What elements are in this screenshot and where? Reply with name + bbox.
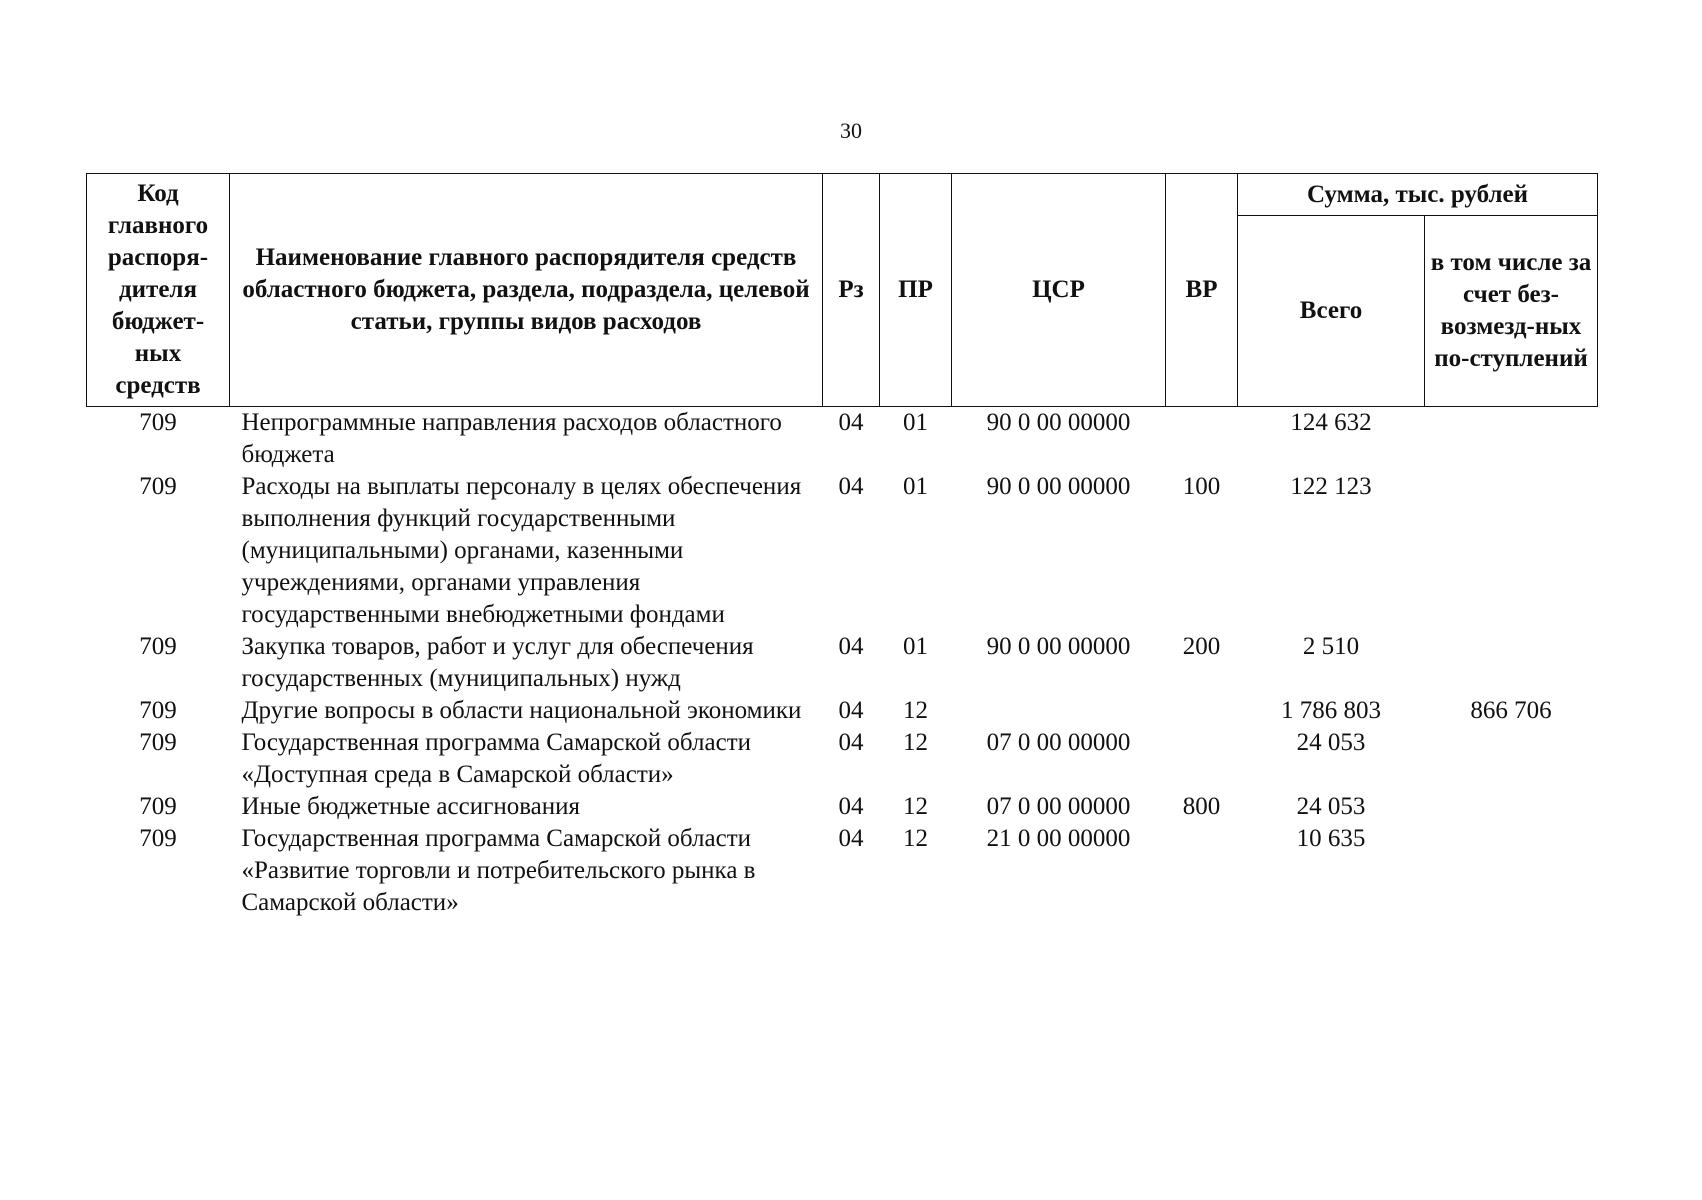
budget-table [86,173,1598,919]
cell-csr [952,695,1166,727]
cell-pr: 01 [903,633,928,660]
cell-name: Государственная программа Самарской области «Доступная среда в Самарской области» [241,729,751,788]
table-row [87,407,1598,472]
cell-code: 709 [139,697,177,724]
table-row [87,695,1598,727]
cell-rz: 04 [838,825,864,852]
cell-vr [1166,823,1238,919]
table-row [87,791,1598,823]
table-row [87,631,1598,695]
cell-code: 709 [139,793,177,820]
header-name: Наименование главного распорядителя средств областного бюджета, раздела, подраздела, целевой статьи, группы видов расходов [230,174,823,407]
cell-csr: 90 0 00 00000 [986,409,1131,436]
header-csr: ЦСР [952,174,1166,407]
cell-total: 24 053 [1296,729,1366,756]
table-body [87,407,1598,920]
header-pr: ПР [880,174,952,407]
cell-total: 1 786 803 [1281,697,1381,724]
header-sum: Сумма, тыс. рублей [1238,174,1598,216]
cell-incl [1425,791,1598,823]
cell-rz: 04 [838,729,864,756]
cell-vr: 100 [1182,473,1221,500]
cell-total: 122 123 [1290,473,1372,500]
header-incl: в том числе за счет без-возмезд-ных по-ступлений [1425,216,1598,407]
cell-rz: 04 [838,793,864,820]
cell-pr: 12 [903,697,928,724]
cell-vr [1166,407,1238,472]
cell-code: 709 [139,633,177,660]
cell-total: 124 632 [1290,409,1372,436]
cell-csr: 90 0 00 00000 [986,473,1131,500]
header-vr: ВР [1166,174,1238,407]
cell-code: 709 [139,473,177,500]
cell-name: Закупка товаров, работ и услуг для обеспечения государственных (муниципальных) нужд [241,633,754,692]
table-row [87,471,1598,631]
cell-csr: 07 0 00 00000 [986,729,1131,756]
cell-code: 709 [139,729,177,756]
header-code: Код главного распоря-дителя бюджет-ных средств [87,174,230,407]
cell-rz: 04 [838,409,864,436]
table-row [87,823,1598,919]
header-rz: Рз [823,174,880,407]
cell-rz: 04 [838,697,864,724]
cell-pr: 01 [903,473,928,500]
cell-incl: 866 706 [1470,697,1552,724]
cell-vr [1166,695,1238,727]
cell-vr: 200 [1182,633,1221,660]
cell-total: 10 635 [1296,825,1366,852]
cell-total: 24 053 [1296,793,1366,820]
cell-name: Непрограммные направления расходов областного бюджета [241,409,782,468]
cell-incl [1425,823,1598,919]
cell-pr: 12 [903,729,928,756]
cell-name: Расходы на выплаты персоналу в целях обеспечения выполнения функций государственными (муниципальными) органами, казенными учреждениями, органами управления государственными внебюджетными фондами [241,473,802,628]
cell-name: Иные бюджетные ассигнования [241,793,581,820]
cell-pr: 12 [903,793,928,820]
cell-csr: 21 0 00 00000 [986,825,1131,852]
cell-pr: 01 [903,409,928,436]
cell-pr: 12 [903,825,928,852]
cell-rz: 04 [838,473,864,500]
table-row [87,727,1598,791]
cell-name: Государственная программа Самарской области «Развитие торговли и потребительского рынка в Самарской области» [241,825,756,916]
cell-vr: 800 [1182,793,1221,820]
cell-incl [1425,407,1598,472]
header-total: Всего [1238,216,1425,407]
budget-table-container [86,173,1598,919]
page-number: 30 [840,118,862,143]
table-header [87,174,1598,407]
cell-name: Другие вопросы в области национальной экономики [241,697,802,724]
cell-csr: 90 0 00 00000 [986,633,1131,660]
cell-incl [1425,471,1598,631]
cell-total: 2 510 [1302,633,1360,660]
cell-vr [1166,727,1238,791]
cell-code: 709 [139,409,177,436]
cell-csr: 07 0 00 00000 [986,793,1131,820]
cell-code: 709 [139,825,177,852]
cell-rz: 04 [838,633,864,660]
cell-incl [1425,631,1598,695]
cell-incl [1425,727,1598,791]
